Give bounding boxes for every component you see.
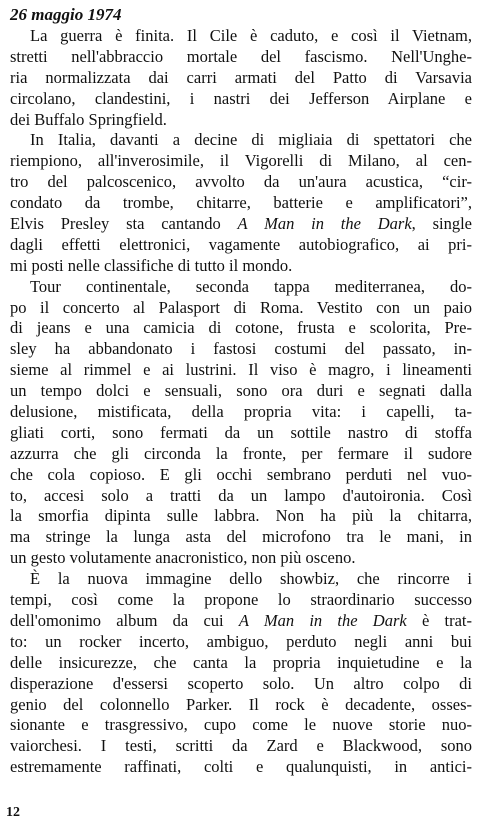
text-line: dagli effetti elettronici, vagamente autobiografico, ai pri- (10, 234, 472, 254)
text-line: ria normalizzata dai carri armati del Patto di Varsavia (10, 67, 472, 87)
text-line: to, accesi solo a tratti da un lampo d'autoironia. Così (10, 485, 472, 505)
text-line: In Italia, davanti a decine di migliaia di spettatori che (30, 130, 472, 150)
text-line: Tour continentale, seconda tappa mediterranea, do- (30, 276, 472, 296)
text-line: vaiorchesi. I testi, scritti da Zard e Blackwood, sono (10, 736, 472, 756)
text-line: disperazione d'essersi scoperto solo. Un altro colpo di (10, 673, 472, 693)
text-line: to: un rocker incerto, ambiguo, perduto negli anni bui (10, 631, 472, 651)
text-line: genio del colonnello Parker. Il rock è decadente, osses- (10, 694, 472, 714)
text-line: sionante e trasgressivo, cupo come le nuove storie nuo- (10, 715, 472, 735)
text-line: delle insicurezze, che canta la propria inquietudine e la (10, 652, 472, 672)
text-line: che cola copioso. E gli occhi sembrano perduti nel vuo- (10, 464, 472, 484)
text-line: un gesto volutamente anacronistico, non più osceno. (10, 548, 356, 568)
text-line: sieme al rimmel e ai lustrini. Il viso è magro, i lineamenti (10, 360, 472, 380)
text-line: delusione, mistificata, della propria vita: i capelli, ta- (10, 402, 472, 422)
text-block (10, 4, 472, 778)
text-line: mi posti nelle classifiche di tutto il mondo. (10, 255, 293, 275)
text-line: estremamente raffinati, colti e qualunquisti, in antici- (10, 757, 472, 777)
text-line: dei Buffalo Springfield. (10, 109, 167, 129)
text-line: condato da trombe, chitarre, batterie e amplificatori”, (10, 193, 472, 213)
text-line: gliati corti, sono fermati da un sottile nastro di stoffa (10, 422, 472, 442)
text-line: un tempo dolci e sensuali, sono ora duri e segnati dalla (10, 381, 472, 401)
text-line: La guerra è finita. Il Cile è caduto, e così il Vietnam, (30, 26, 472, 45)
text-line: sley ha abbandonato i fastosi costumi del passato, in- (10, 339, 472, 359)
song-title: A Man in the Dark (237, 214, 412, 234)
text-line: tro del palcoscenico, avvolto da un'aura acustica, “cir- (10, 172, 472, 192)
page-number: 12 (6, 805, 20, 820)
text-line: circolano, clandestini, i nastri dei Jefferson Airplane e (10, 88, 472, 108)
text-line: po il concerto al Palasport di Roma. Vestito con un paio (10, 297, 472, 317)
text-line: È la nuova immagine dello showbiz, che rincorre i (30, 569, 472, 589)
text-line: dell'omonimo album da cui A Man in the Dark è trat- (10, 610, 472, 630)
date-heading: 26 maggio 1974 (10, 5, 122, 24)
text-line: riempiono, all'inverosimile, il Vigorelli di Milano, al cen- (10, 151, 472, 171)
text-line: di jeans e una camicia di cotone, frusta e scolorita, Pre- (10, 318, 472, 338)
body-text (10, 26, 472, 778)
text-line: stretti nell'abbraccio mortale del fascismo. Nell'Unghe- (10, 46, 472, 66)
song-title: A Man in the Dark (238, 610, 407, 630)
text-line: ma stringe la lunga asta del microfono tra le mani, in (10, 527, 472, 547)
text-line: azzurra che gli circonda la fronte, per fermare il sudore (10, 443, 472, 463)
text-line: tempi, così come la propone lo straordinario successo (10, 590, 472, 610)
text-line: la smorfia dipinta sulle labbra. Non ha più la chitarra, (10, 506, 472, 526)
text-line: Elvis Presley sta cantando A Man in the Dark, single (10, 214, 472, 234)
